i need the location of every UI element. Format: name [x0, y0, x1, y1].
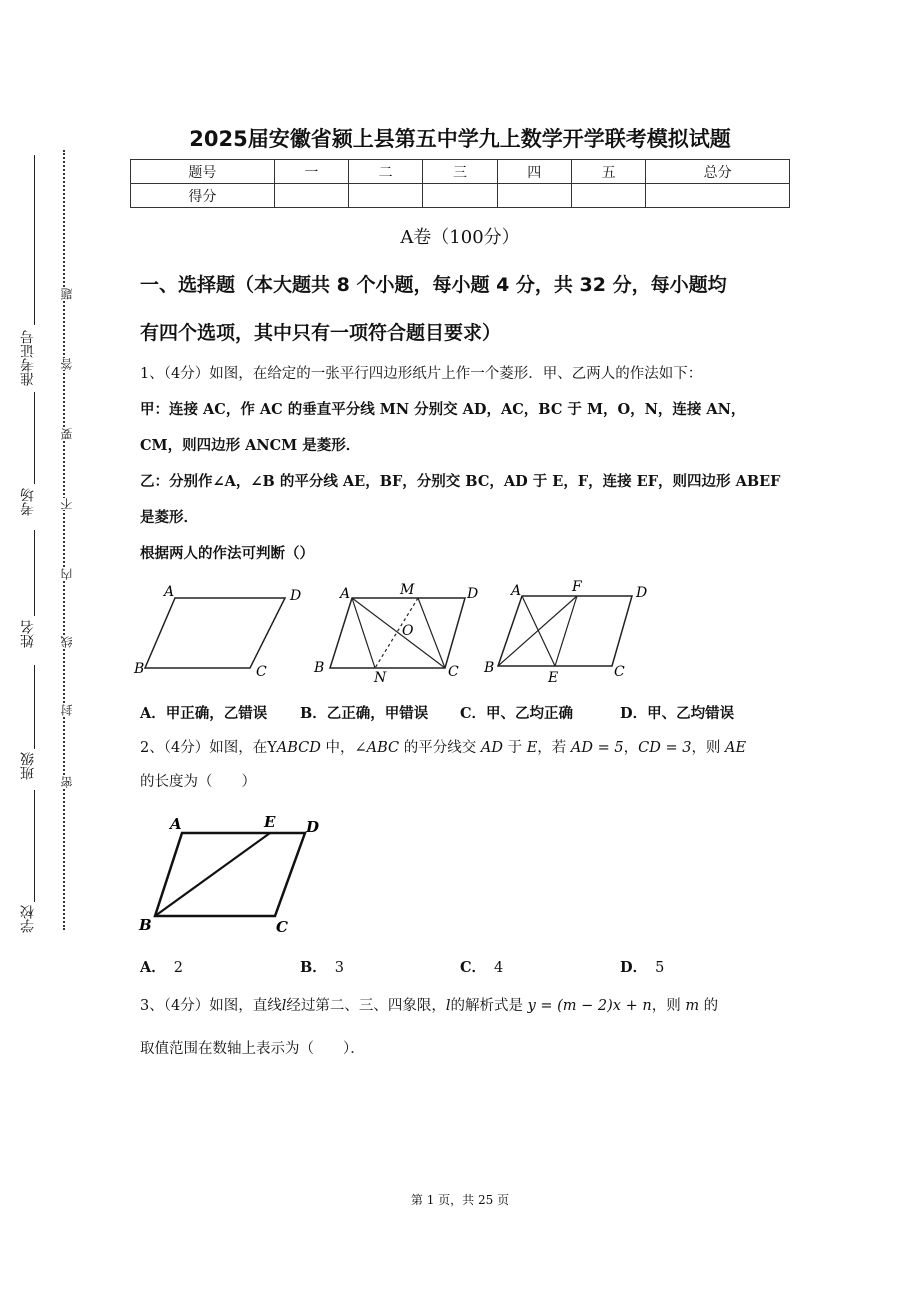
exam-room-label: 考场: [20, 488, 36, 516]
q2-angle: ∠ABC: [354, 740, 400, 756]
option-letter: C．: [460, 959, 487, 976]
q2-prefix: 2、（4分）如图，在: [140, 740, 268, 756]
q2-e: E: [526, 740, 538, 756]
exam-title: 2025届安徽省颍上县第五中学九上数学开学联考模拟试题: [189, 127, 731, 151]
q1-stem: 1、（4分）如图，在给定的一张平行四边形纸片上作一个菱形．甲、乙两人的作法如下：: [140, 366, 703, 382]
q2-cond1: AD = 5: [570, 740, 624, 756]
q2-text: 于: [502, 740, 527, 756]
class-label: 班级: [20, 752, 36, 780]
seal-word: 密: [60, 776, 74, 788]
score-cell[interactable]: [349, 184, 423, 208]
q2-parallelogram: [155, 833, 305, 916]
section-heading-line1: 一、选择题（本大题共 8 个小题，每小题 4 分，共 32 分，每小题均: [140, 274, 727, 296]
seal-dotted-line: [63, 150, 65, 930]
q1-jia-line2: CM，则四边形 ANCM 是菱形．: [140, 437, 361, 454]
q3-text: 的: [699, 998, 719, 1014]
q1-option-d[interactable]: D．甲、乙均错误: [620, 705, 735, 722]
q3-prefix: 3、（4分）如图，直线: [140, 998, 282, 1014]
table-cell: 四: [497, 160, 571, 184]
page-footer: 第 1 页，共 25 页: [410, 1193, 510, 1207]
q2-parallelogram-symbol: Y: [267, 740, 277, 756]
q2-cond2: CD = 3: [638, 740, 692, 756]
fig1-label-b: B: [134, 661, 145, 677]
fig2-label-b: B: [314, 660, 325, 676]
score-table: [130, 159, 790, 208]
q3-text: 的解析式是: [450, 998, 528, 1014]
q2-bisector-be: [155, 833, 270, 916]
fig3-label-f: F: [572, 579, 582, 595]
q2-stem: [140, 738, 790, 758]
q3-l: l: [281, 998, 287, 1014]
fig3-label-b: B: [484, 660, 495, 676]
parallelogram-1: [145, 598, 285, 668]
option-value: 3: [334, 960, 344, 976]
q2-text: 的平分线交: [399, 740, 481, 756]
q1-option-a[interactable]: A．甲正确，乙错误: [140, 705, 268, 722]
school-label: 学校: [20, 905, 36, 933]
table-cell: 五: [571, 160, 645, 184]
q1-yi-line2: 是菱形．: [140, 509, 198, 526]
q3-formula: y = (m − 2)x + n: [527, 998, 652, 1014]
fig2-label-a: A: [340, 586, 351, 602]
q2-option-a[interactable]: [140, 956, 183, 977]
score-cell[interactable]: [646, 184, 790, 208]
fig3-line-ae: [522, 596, 555, 666]
fig1-label-c: C: [256, 664, 267, 680]
fig3-label-e: E: [548, 670, 559, 686]
q1-ask: 根据两人的作法可判断（）: [140, 545, 314, 562]
q1-jia-line1: 甲：连接 AC，作 AC 的垂直平分线 MN 分别交 AD，AC，BC 于 M，O，N，连接 AN，: [140, 401, 746, 418]
q3-line2: 取值范围在数轴上表示为（ ）．: [140, 1041, 365, 1057]
score-table-row: [131, 184, 790, 208]
table-cell: 总分: [646, 160, 790, 184]
q1-yi-line1: 乙：分别作∠A，∠B 的平分线 AE，BF，分别交 BC，AD 于 E，F，连接 EF，则四边形 ABEF: [140, 473, 781, 490]
name-label: 姓名: [20, 620, 36, 648]
seal-word: 内: [60, 568, 74, 580]
q1-option-b[interactable]: B．乙正确，甲错误: [300, 705, 429, 722]
table-cell: 一: [274, 160, 348, 184]
q3-m: m: [685, 998, 700, 1014]
q1-option-c[interactable]: C．甲、乙均正确: [460, 705, 574, 722]
paper-part-heading: A卷（100分）: [400, 227, 520, 248]
q3-text: ，则: [651, 998, 686, 1014]
q3-stem: [140, 996, 790, 1016]
score-cell[interactable]: [497, 184, 571, 208]
name-line: [34, 530, 35, 616]
seal-word: 线: [60, 636, 74, 648]
seal-word: 题: [60, 288, 74, 300]
option-value: 5: [655, 960, 665, 976]
q2-ae: AE: [725, 740, 747, 756]
q2-abcd: ABCD: [276, 740, 321, 756]
fig2-label-d: D: [467, 586, 479, 602]
fig2-line-an: [352, 598, 375, 668]
q2-fig-label-c: C: [276, 918, 288, 936]
table-cell: 二: [349, 160, 423, 184]
q2-fig-label-b: B: [139, 916, 152, 934]
q1-figures: [130, 578, 670, 688]
fig2-label-c: C: [448, 664, 459, 680]
q3-l: l: [445, 998, 451, 1014]
q2-text: ，: [623, 740, 639, 756]
fig1-label-a: A: [164, 584, 175, 600]
fig3-label-c: C: [614, 664, 625, 680]
q2-fig-label-e: E: [264, 813, 276, 831]
table-cell: 得分: [131, 184, 275, 208]
q2-text: 中，: [320, 740, 355, 756]
class-line: [34, 665, 35, 749]
q2-option-c[interactable]: [460, 956, 503, 977]
fig3-label-d: D: [636, 585, 648, 601]
option-value: 2: [173, 960, 183, 976]
q2-fig-label-d: D: [306, 818, 320, 836]
q2-fig-label-a: A: [170, 815, 182, 833]
table-cell: 题号: [131, 160, 275, 184]
seal-word: 要: [60, 428, 74, 440]
table-cell: 三: [423, 160, 497, 184]
fig2-label-m: M: [400, 582, 415, 598]
option-letter: A．: [140, 959, 166, 976]
option-value: 4: [494, 960, 504, 976]
score-table-header-row: [131, 160, 790, 184]
q2-option-b[interactable]: [300, 956, 344, 977]
q2-line2: 的长度为（ ）: [140, 774, 256, 790]
section-heading-line2: 有四个选项，其中只有一项符合题目要求）: [140, 322, 502, 344]
q2-figure: [130, 808, 350, 940]
score-cell[interactable]: [423, 184, 497, 208]
parallelogram-2: [330, 598, 465, 668]
fig2-label-n: N: [374, 670, 387, 686]
q2-ad: AD: [480, 740, 503, 756]
fig3-label-a: A: [511, 583, 522, 599]
school-line: [34, 790, 35, 902]
q2-text: ，则: [691, 740, 726, 756]
exam-number-label: 准考证号: [20, 330, 36, 386]
seal-word: 封: [60, 704, 74, 716]
q2-option-d[interactable]: [620, 956, 664, 977]
score-cell[interactable]: [274, 184, 348, 208]
option-letter: D．: [620, 959, 648, 976]
option-letter: B．: [300, 959, 327, 976]
seal-word: 答: [60, 358, 74, 370]
fig2-label-o: O: [402, 623, 414, 639]
fig1-label-d: D: [290, 588, 302, 604]
q2-text: ，若: [537, 740, 571, 756]
seal-word: 不: [60, 498, 74, 510]
exam-room-line: [34, 392, 35, 484]
q3-text: 经过第二、三、四象限，: [286, 998, 446, 1014]
score-cell[interactable]: [571, 184, 645, 208]
